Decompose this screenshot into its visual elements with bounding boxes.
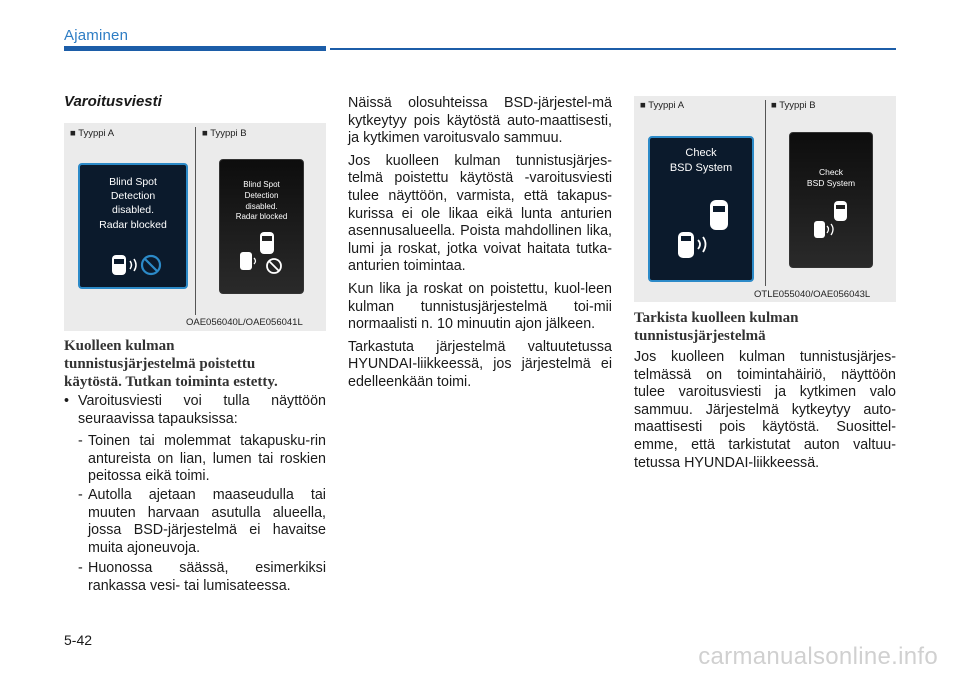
screen-line: disabled. (245, 201, 278, 211)
screen-line: disabled. (111, 204, 155, 217)
subheading-line: Tarkista kuolleen kulman (634, 310, 799, 326)
dash-text: Huonossa säässä, esimerkiksi rankassa vesi- tai lumisateessa. (88, 560, 326, 594)
figure-divider (195, 127, 196, 315)
warning-heading: Varoitusviesti (64, 93, 162, 110)
cluster-screen-type-b (789, 132, 873, 268)
screen-line: Detection (244, 190, 279, 200)
car-blind-spot-icon (674, 198, 734, 274)
screen-line: Detection (110, 190, 156, 203)
figure-type-b-label: ■ Tyyppi B (771, 100, 816, 111)
subheading-line: Kuolleen kulman (64, 338, 175, 354)
subheading-radar-blocked (64, 337, 326, 391)
paragraph: Kun lika ja roskat on poistettu, kuol-leen kulman tunnistusjärjestelmä toi-mii normaalisti n. 10 minuutin ajon jälkeen. (348, 280, 612, 333)
cluster-screen-type-a (648, 136, 754, 282)
car-blind-spot-icon (812, 199, 856, 247)
screen-line: Check (818, 167, 844, 177)
dash-text: Toinen tai molemmat takapusku-rin antureista on lian, lumen tai roskien peitossa eikä toimi. (88, 433, 326, 485)
subheading-check-bsd (634, 309, 896, 345)
car-sensor-blocked-icon (108, 247, 164, 279)
dash-item: - Huonossa säässä, esimerkiksi rankassa vesi- tai lumisateessa. (78, 560, 326, 594)
column-2-text (348, 95, 612, 397)
column-3-text (634, 349, 896, 477)
screen-line: BSD System (669, 161, 733, 174)
figure-type-a-label: ■ Tyyppi A (70, 128, 115, 139)
paragraph: Tarkastuta järjestelmä valtuutetussa HYUNDAI-liikkeessä, jos järjestelmä ei edelleenkään toimi. (348, 338, 612, 390)
figure-divider (765, 100, 766, 286)
figure-check-bsd (634, 96, 896, 302)
dash-text: Autolla ajetaan maaseudulla tai muuten harvaan asutulla alueella, jossa BSD-järjestelmä ei havaitse muita ajoneuvoja. (88, 487, 326, 556)
screen-line: Blind Spot (109, 176, 157, 188)
subheading-line: tunnistusjärjestelmä (634, 328, 766, 344)
cluster-screen-type-a (78, 163, 188, 289)
dash-item: - Toinen tai molemmat takapusku-rin antureista on lian, lumen tai roskien peitossa eikä toimi. (78, 433, 326, 485)
screen-line: Radar blocked (235, 212, 288, 222)
dash-item: - Autolla ajetaan maaseudulla tai muuten harvaan asutulla alueella, jossa BSD-järjestelmä ei havaitse muita ajoneuvoja. (78, 487, 326, 556)
subheading-line: käytöstä. Tutkan toiminta estetty. (64, 374, 278, 390)
page-number: 5-42 (64, 632, 93, 648)
figure-code: OAE056040L/OAE056041L (186, 317, 303, 328)
figure-code: OTLE055040/OAE056043L (754, 289, 871, 300)
header-rule-thick (64, 46, 326, 51)
bullet-item: • Varoitusviesti voi tulla näyttöön seuraavissa tapauksissa: (64, 393, 326, 427)
screen-line: Check (685, 147, 717, 159)
car-radar-blocked-icon (238, 230, 288, 280)
header-rule-thin (330, 48, 896, 50)
cluster-screen-type-b (219, 159, 304, 294)
screen-line: Blind Spot (243, 180, 280, 189)
bullet-text: Varoitusviesti voi tulla näyttöön seuraavissa tapauksissa: (78, 393, 326, 427)
watermark: carmanualsonline.info (698, 643, 938, 670)
paragraph: Jos kuolleen kulman tunnistusjärjes-telmä poistettu käytöstä -varoitusviesti tulee näyttöön, varmista, että takapus-kurissa ei ole likaa eikä lunta anturien asennusalueella. Poista mahdollinen lika, lumi ja roskat, jotka voivat haitata tutka-anturien toimintaa. (348, 152, 612, 275)
figure-radar-blocked (64, 123, 326, 331)
section-title: Ajaminen (64, 27, 129, 44)
subheading-line: tunnistusjärjestelmä poistettu (64, 356, 256, 372)
paragraph: Näissä olosuhteissa BSD-järjestel-mä kytkeytyy pois käytöstä auto-maattisesti, ja kytkimen varoitusvalo sammuu. (348, 95, 612, 147)
screen-line: Radar blocked (99, 218, 167, 231)
figure-type-a-label: ■ Tyyppi A (640, 100, 685, 111)
screen-line: BSD System (806, 178, 856, 189)
paragraph: Jos kuolleen kulman tunnistusjärjes-telmässä on toimintahäiriö, näyttöön tulee varoitusviesti ja kytkimen valo sammuu. Järjestelmä kytkeytyy auto-maattisesti pois käytöstä. Suosittel-emme, että tarkistutat auton valtuu-tetussa HYUNDAI-liikkeessä. (634, 349, 896, 471)
figure-type-b-label: ■ Tyyppi B (202, 128, 247, 139)
